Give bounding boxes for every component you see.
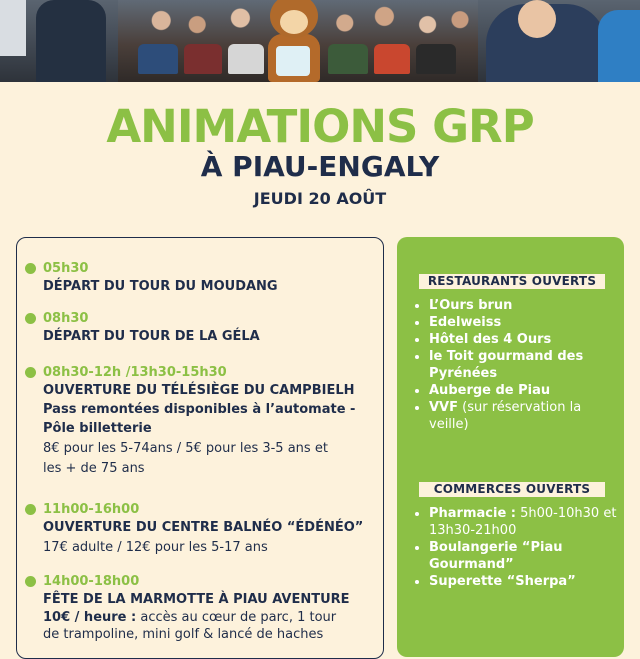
list-item: • L’Ours brun	[429, 297, 624, 314]
photo-post	[0, 0, 26, 56]
list-item: • Edelweiss	[429, 314, 624, 331]
event-title: DÉPART DU TOUR DU MOUDANG	[43, 279, 278, 294]
photo-person-left	[36, 0, 106, 82]
event-date: JEUDI 20 AOÛT	[253, 189, 387, 208]
restaurants-heading: RESTAURANTS OUVERTS	[419, 274, 605, 289]
event-time: 11h00-16h00	[43, 501, 140, 517]
event-title: FÊTE DE LA MARMOTTE À PIAU AVENTURE	[43, 592, 350, 607]
event-detail: 8€ pour les 5-74ans / 5€ pour les 3-5 ans et	[43, 441, 328, 456]
schedule-item	[25, 363, 377, 478]
page-title: ANIMATIONS GRP	[106, 100, 534, 153]
event-detail: de trampoline, mini golf & lancé de haches	[43, 627, 324, 642]
bullet-dot-icon	[25, 313, 36, 324]
bullet-dot-icon	[25, 367, 36, 378]
event-time: 14h00-18h00	[43, 573, 140, 589]
event-time: 08h30-12h /13h30-15h30	[43, 364, 227, 380]
schedule-item	[25, 309, 377, 346]
commerces-heading: COMMERCES OUVERTS	[419, 482, 605, 497]
schedule-item	[25, 500, 377, 558]
event-detail: 10€ / heure : accès au cœur de parc, 1 tour	[43, 610, 337, 625]
bullet-dot-icon	[25, 504, 36, 515]
list-item: • Hôtel des 4 Ours	[429, 331, 624, 348]
event-price: 10€ / heure :	[43, 610, 137, 625]
restaurants-list	[411, 297, 624, 433]
event-title: DÉPART DU TOUR DE LA GÉLA	[43, 329, 260, 344]
event-time: 08h30	[43, 310, 89, 326]
marmot-mascot	[262, 0, 326, 82]
event-title: OUVERTURE DU TÉLÉSIÈGE DU CAMPBIELH	[43, 383, 355, 398]
list-item: • Superette “Sherpa”	[429, 573, 624, 590]
event-title: OUVERTURE DU CENTRE BALNÉO “ÉDÉNÉO”	[43, 520, 364, 535]
list-item: • VVF (sur réservation la veille)	[429, 399, 624, 433]
event-detail-bold: Pôle billetterie	[43, 421, 152, 436]
list-item: • Auberge de Piau	[429, 382, 624, 399]
commerces-list	[411, 505, 624, 590]
page-subtitle: À PIAU-ENGALY	[200, 150, 440, 183]
list-item: • le Toit gourmand des Pyrénées	[429, 348, 624, 382]
list-item: • Pharmacie : 5h00-10h30 et 13h30-21h00	[429, 505, 624, 539]
event-time: 05h30	[43, 260, 89, 276]
header-photo	[0, 0, 640, 82]
event-detail: les + de 75 ans	[43, 461, 145, 476]
event-detail-bold: Pass remontées disponibles à l’automate -	[43, 402, 356, 417]
event-detail: 17€ adulte / 12€ pour les 5-17 ans	[43, 540, 268, 555]
bullet-dot-icon	[25, 576, 36, 587]
list-item: • Boulangerie “Piau Gourmand”	[429, 539, 624, 573]
schedule-item	[25, 259, 377, 296]
schedule-box	[16, 237, 384, 659]
info-sidebar	[397, 237, 624, 657]
bullet-dot-icon	[25, 263, 36, 274]
schedule-item	[25, 572, 377, 643]
